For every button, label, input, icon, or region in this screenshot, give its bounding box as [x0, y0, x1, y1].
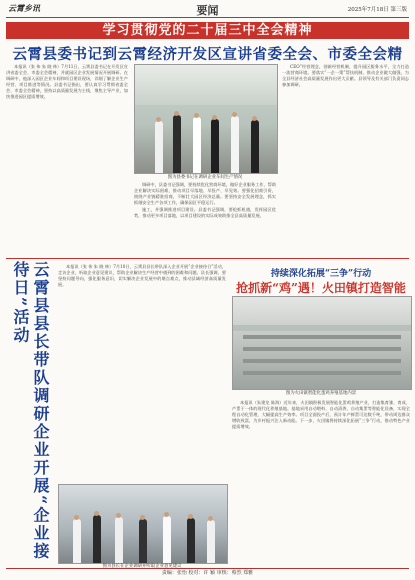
vertical-title-line2: 活动 [11, 308, 30, 345]
headline: 云霄县委书记到云霄经济开发区宣讲省委全会、市委全会精 [12, 46, 403, 63]
vertical-title [10, 261, 50, 571]
right-kicker: 持续深化拓展“三争”行动 [270, 269, 372, 279]
story2-text: 本报讯（张 伟 朱 晓 林）7月10日，云霄县县长带队深入企业开展“企业接待日”活动，走访企业，听取企业意见建议，帮助企业解决生产经营中遇到的困难和问题。县长强调，要坚持问题导向，强化服务意识，切实解决企业发展中的堵点难点，推动县域经济高质量发展。 [58, 264, 226, 287]
photo-chicken-farm [232, 296, 412, 390]
story1-col1-text: 本报讯（张 伟 朱 晓 林）7月11日，云霄县委书记在开发区宣讲省委全会、市委全会精神，并就园区企业发展情况开展调研。在调研中，他深入园区企业车间和项目建设现场，详细了解企业生产经营、项目推进等情况。县委书记指出，要认真学习贯彻省委全会、市委全会精神，坚持以高质量发展为主线，聚焦主导产业，加快推进园区提质增效。 [6, 64, 128, 99]
vertical-title-line1: 云霄县县长带队调研企业开展“企业接待日” [11, 261, 50, 561]
story3-text: 本报讯（朱建龙 陈海）近年来，火田镇积极发展智能化蛋鸡养殖产业，打造集育雏、育成、产蛋于一体的现代化养殖基地。基地采用自动喂料、自动清粪、自动集蛋等智能化设备，实现全程自动化管理，大幅提高生产效率。项目全面投产后，预计年产鲜蛋可达数千吨，带动周边群众增收致富，为乡村振兴注入新动能。下一步，火田镇将持续深化拓展“三争”行动，推动特色产业提质增效。 [232, 400, 410, 429]
photo1-caption: 图为县委书记在调研企业车间生产情况 [167, 175, 243, 180]
section-divider [6, 258, 409, 259]
date-edition: 2025年7月18日 第三版 [347, 7, 407, 13]
banner: 学习贯彻党的二十届三中全会精神 [6, 22, 409, 39]
photo2-caption: 图为县长在企业调研并听取企业意见建议 [102, 564, 182, 569]
masthead [6, 3, 409, 18]
story1-col3-text: CEO”经营理念，创新经营机制，提升园区服务水平，全力打造一流营商环境。要落实“一企一策”帮扶机制，推动企业做大做强，为全县经济社会高质量发展作出更大贡献。县领导及有关部门负责同志参加调研。 [282, 64, 409, 87]
section-title: 要闻 [196, 4, 219, 17]
right-headline: 抢抓新“鸡”遇！火田镇打造智能 [236, 281, 406, 295]
story1-col3 [282, 64, 409, 229]
photo-leaders-visit [134, 64, 278, 174]
mid-story-text: 施工，并强调推进项目建设。县委书记强调，要抢抓机遇，发挥园区优势，推动更多项目落地，以项目建设的实际成效助推全县高质量发展。 [134, 207, 276, 218]
story3 [232, 400, 410, 562]
story1-col1 [6, 64, 128, 229]
paper-name: 云霄乡讯 [8, 3, 40, 13]
photo-enterprise-visit [58, 484, 228, 564]
story1-col2 [134, 182, 276, 229]
vertical-title-box [6, 261, 54, 571]
footer-credits: 责编：张怡 校对：许 颖 审核：蔡烈 郑雅 [6, 568, 409, 577]
story2 [58, 264, 226, 480]
story1-col2-text: 调研中，县委书记强调，要持续优化营商环境，做好企业服务工作，帮助企业解决实际困难，推动项目早落地、早投产、早见效。要强化招商引资，围绕产业链精准招商，不断壮大园区经济总量。要坚持安全发展理念，抓实抓细安全生产各项工作，确保园区平稳运行。 [134, 182, 276, 205]
photo3-caption: 图为火田镇智能化蛋鸡养殖基地内景 [285, 391, 357, 396]
